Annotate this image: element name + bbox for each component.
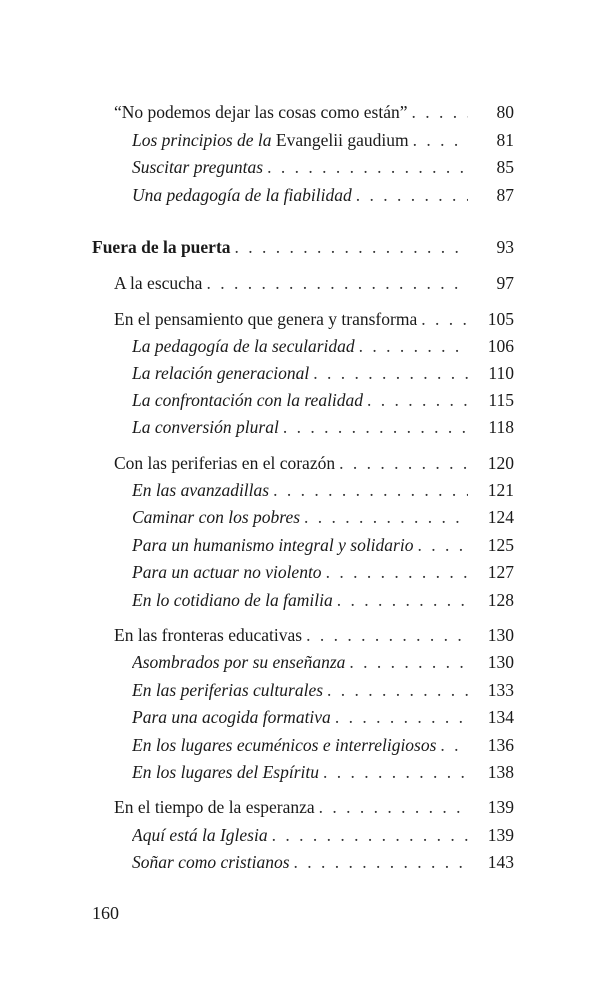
toc-entry	[132, 156, 514, 178]
toc-entry	[132, 389, 514, 411]
toc-entry-page: 130	[487, 652, 514, 672]
dot-leader	[326, 561, 468, 583]
toc-entry-title: Con las periferias en el corazón	[114, 452, 339, 474]
toc-entry-page: 139	[487, 797, 514, 817]
dot-leader	[235, 236, 468, 258]
dot-leader	[319, 796, 468, 818]
toc-entry	[132, 561, 514, 583]
dot-leader	[323, 761, 468, 783]
dot-leader	[306, 624, 468, 646]
toc-entry-page: 93	[496, 237, 514, 257]
dot-leader	[283, 416, 468, 438]
toc-entry-page: 128	[487, 590, 514, 610]
toc-entry-title: Una pedagogía de la fiabilidad	[132, 184, 356, 206]
toc-entry	[132, 416, 514, 438]
toc-entry-page: 127	[487, 562, 514, 582]
dot-leader	[367, 389, 468, 411]
toc-entry-page: 134	[487, 707, 514, 727]
dot-leader	[294, 851, 469, 873]
toc-entry-page: 115	[488, 390, 514, 410]
toc-entry	[132, 129, 514, 151]
dot-leader	[304, 506, 468, 528]
toc-entry-title: Los principios de la Evangelii gaudium	[132, 129, 413, 151]
dot-leader	[335, 706, 468, 728]
toc-entry-page: 81	[496, 130, 514, 150]
toc-entry	[132, 506, 514, 528]
toc-entry	[132, 589, 514, 611]
toc-entry-title: “No podemos dejar las cosas como están”	[114, 101, 412, 123]
dot-leader	[413, 129, 468, 151]
toc-entry-page: 120	[487, 453, 514, 473]
toc-entry-page: 85	[496, 157, 514, 177]
toc-entry-title: Aquí está la Iglesia	[132, 824, 272, 846]
toc-entry-title: Caminar con los pobres	[132, 506, 304, 528]
toc-entry	[132, 184, 514, 206]
toc-entry-title: En las avanzadillas	[132, 479, 273, 501]
toc-entry	[114, 101, 514, 123]
toc-entry-page: 138	[487, 762, 514, 782]
toc-entry-page: 97	[496, 273, 514, 293]
toc-entry-title: En lo cotidiano de la familia	[132, 589, 337, 611]
toc-entry-title: Para un actuar no violento	[132, 561, 326, 583]
toc-entry-page: 118	[488, 417, 514, 437]
dot-leader	[412, 101, 468, 123]
toc-entry-title: Para una acogida formativa	[132, 706, 335, 728]
toc-entry-title: En los lugares del Espíritu	[132, 761, 323, 783]
toc-entry	[132, 824, 514, 846]
toc-entry	[114, 308, 514, 330]
toc-entry-title: En las fronteras educativas	[114, 624, 306, 646]
toc-entry-title: En el pensamiento que genera y transforma	[114, 308, 421, 330]
dot-leader	[356, 184, 468, 206]
toc-entry	[132, 761, 514, 783]
toc-entry-title: La conversión plural	[132, 416, 283, 438]
toc-entry-page: 110	[488, 363, 514, 383]
toc-entry-title: Fuera de la puerta	[92, 236, 235, 258]
dot-leader	[313, 362, 468, 384]
toc-entry	[132, 362, 514, 384]
toc-entry	[132, 706, 514, 728]
toc-entry-page: 80	[496, 102, 514, 122]
dot-leader	[349, 651, 468, 673]
toc-entry-page: 143	[487, 852, 514, 872]
toc-entry	[132, 851, 514, 873]
book-title-upright: Evangelii gaudium	[275, 130, 409, 150]
dot-leader	[267, 156, 468, 178]
dot-leader	[417, 534, 468, 556]
toc-entry	[132, 679, 514, 701]
toc-entry	[114, 452, 514, 474]
dot-leader	[272, 824, 468, 846]
toc-entry-title: Soñar como cristianos	[132, 851, 294, 873]
toc-entry-page: 124	[487, 507, 514, 527]
toc-entry-title: A la escucha	[114, 272, 206, 294]
dot-leader	[206, 272, 468, 294]
toc-entry-page: 133	[487, 680, 514, 700]
toc-entry-title: La confrontación con la realidad	[132, 389, 367, 411]
toc-entry-title: La relación generacional	[132, 362, 313, 384]
toc-entry-page: 105	[487, 309, 514, 329]
dot-leader	[440, 734, 468, 756]
toc-entry	[114, 796, 514, 818]
toc-entry-title: En los lugares ecuménicos e interreligiosos	[132, 734, 440, 756]
toc-entry-page: 130	[487, 625, 514, 645]
toc-entry	[132, 534, 514, 556]
dot-leader	[337, 589, 468, 611]
toc-entry	[114, 272, 514, 294]
toc-entry-title: Asombrados por su enseñanza	[132, 651, 349, 673]
toc-entry	[114, 624, 514, 646]
dot-leader	[327, 679, 468, 701]
dot-leader	[273, 479, 468, 501]
toc-entry-page: 139	[487, 825, 514, 845]
toc-entry-title: En el tiempo de la esperanza	[114, 796, 319, 818]
toc-entry-page: 106	[487, 336, 514, 356]
toc-entry-page: 125	[487, 535, 514, 555]
toc-entry	[132, 734, 514, 756]
dot-leader	[421, 308, 468, 330]
toc-entry	[132, 335, 514, 357]
toc-entry-page: 87	[496, 185, 514, 205]
toc-entry	[132, 479, 514, 501]
toc-entry	[132, 651, 514, 673]
toc-entry-title: En las periferias culturales	[132, 679, 327, 701]
toc-entry-title: Suscitar preguntas	[132, 156, 267, 178]
toc-chapter-entry	[92, 236, 514, 258]
toc-entry-page: 136	[487, 735, 514, 755]
toc-entry-title: La pedagogía de la secularidad	[132, 335, 359, 357]
dot-leader	[359, 335, 468, 357]
page-number: 160	[92, 903, 119, 923]
toc-entry-title: Para un humanismo integral y solidario	[132, 534, 417, 556]
toc-entry-page: 121	[487, 480, 514, 500]
dot-leader	[339, 452, 468, 474]
